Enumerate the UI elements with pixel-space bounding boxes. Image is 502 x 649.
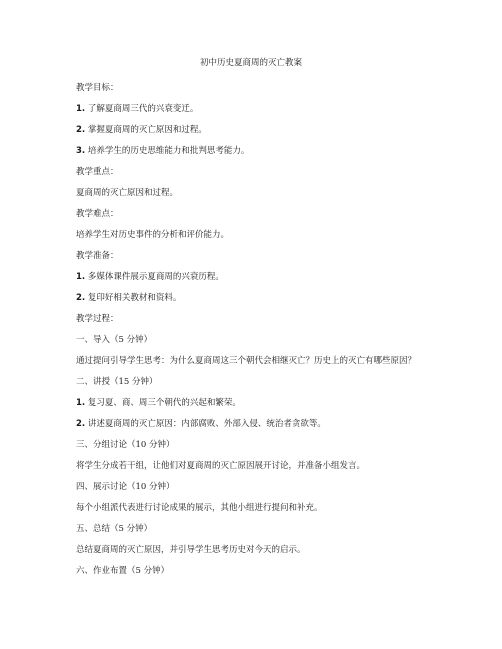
key-points-heading: 教学重点： [76,167,119,177]
preparation-item-1-text: 多媒体课件展示夏商周的兴衰历程。 [85,272,224,282]
objective-item-2-number: 2. [76,125,86,135]
objective-item-3-number: 3. [76,146,86,156]
preparation-item-1-number: 1. [76,272,86,282]
step4-text: 每个小组派代表进行讨论成果的展示，其他小组进行提问和补充。 [76,503,323,513]
step2-item-1-text: 复习夏、商、周三个朝代的兴起和繁荣。 [85,398,241,408]
step2-item-2 [76,418,326,430]
step2-item-2-text: 讲述夏商周的灭亡原因：内部腐败、外部入侵、统治者贪欲等。 [85,419,326,429]
preparation-item-2-text: 复印好相关教材和资料。 [85,293,182,303]
step3-text: 将学生分成若干组，让他们对夏商周的灭亡原因展开讨论，并准备小组发言。 [76,461,366,471]
step4-heading: 四、展示讨论（10 分钟） [76,482,175,492]
objective-item-2 [76,124,207,136]
objective-item-2-text: 掌握夏商周的灭亡原因和过程。 [85,125,207,135]
step5-heading: 五、总结（5 分钟） [76,524,153,534]
objective-item-1-text: 了解夏商周三代的兴衰变迁。 [85,104,199,114]
difficulties-text: 培养学生对历史事件的分析和评价能力。 [76,230,230,240]
objective-item-1 [76,103,198,115]
step2-item-1-number: 1. [76,398,86,408]
key-points-text: 夏商周的灭亡原因和过程。 [76,188,179,198]
step1-text: 通过提问引导学生思考：为什么夏商周这三个朝代会相继灭亡？历史上的灭亡有哪些原因？ [76,356,417,366]
step1-heading: 一、导入（5 分钟） [76,335,153,345]
preparation-item-2 [76,292,181,304]
objective-item-3-text: 培养学生的历史思维能力和批判思考能力。 [85,146,250,156]
step6-heading: 六、作业布置（5 分钟） [76,566,170,576]
process-heading: 教学过程： [76,314,119,324]
step3-heading: 三、分组讨论（10 分钟） [76,440,175,450]
step2-item-2-number: 2. [76,419,86,429]
difficulties-heading: 教学难点： [76,209,119,219]
objective-item-1-number: 1. [76,104,86,114]
objectives-heading: 教学目标： [76,83,119,93]
preparation-item-1 [76,271,224,283]
step2-heading: 二、讲授（15 分钟） [76,377,158,387]
document-title: 初中历史夏商周的灭亡教案 [199,58,302,68]
preparation-item-2-number: 2. [76,293,86,303]
preparation-heading: 教学准备： [76,251,119,261]
step5-text: 总结夏商周的灭亡原因，并引导学生思考历史对今天的启示。 [76,545,306,555]
objective-item-3 [76,145,249,157]
step2-item-1 [76,397,241,409]
